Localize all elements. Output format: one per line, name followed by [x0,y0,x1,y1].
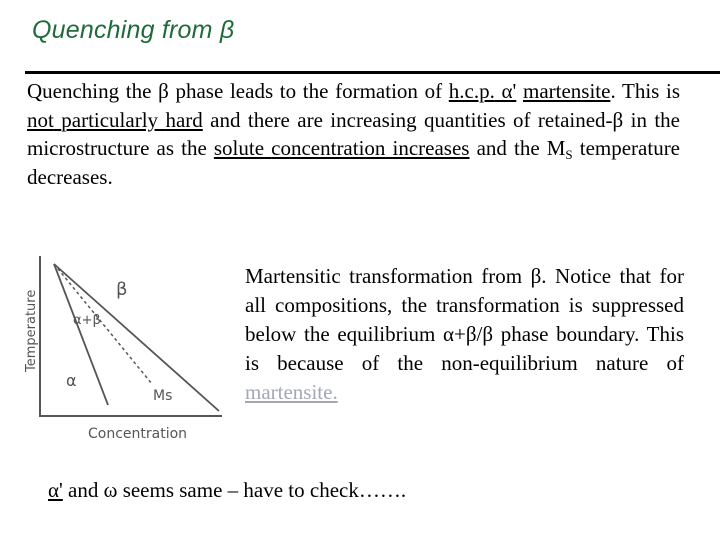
martensite-term: martensite [522,79,611,103]
beta-transus-line [54,264,219,411]
diagram-caption [245,262,684,407]
particularly-term: particularly [61,107,159,132]
concentration-term: concentration [271,136,386,161]
beta-phase-label: β [116,279,128,300]
alpha-prime-term: α' [501,79,517,103]
note-text: and ω seems same – have to check……. [62,478,407,502]
para-text-4: and the M [469,136,566,161]
caption-text: Martensitic transformation from β. Notice that for all compositions, the transformation is suppressed below the equilibrium α+β/β phase boundary. This is because of the non-equilibrium nature of [245,264,684,375]
y-axis-label: Temperature [24,289,39,372]
not-term: not [27,107,54,132]
ms-line [54,264,152,384]
space [495,79,502,103]
martensite-link[interactable]: martensite. [245,380,338,404]
x-axis-label: Concentration [88,426,188,442]
intro-paragraph [27,77,680,191]
increases-term: increases [392,136,470,161]
ms-subscript: S [565,147,573,163]
para-text-3: and there are increasing quantities of retained-β in the microstructure as the [27,107,681,161]
alpha-prime-note: α' [48,478,63,502]
alpha-boundary-line [54,264,108,405]
para-text-2: . This is [610,79,681,103]
phase-diagram [18,244,223,449]
hard-term: hard [165,107,203,132]
footnote [48,476,406,504]
para-text-1: Quenching the β phase leads to the formation of [27,79,449,103]
alpha-phase-label: α [66,371,77,390]
slide-title: Quenching from β [32,16,235,44]
space [385,136,392,160]
solute-term: solute [213,136,265,161]
alpha-beta-phase-label: α+β [73,313,101,328]
title-divider [25,71,720,74]
para-text-5: temperature decreases. [27,136,681,189]
space [516,79,523,103]
hcp-term: h.c.p. [448,79,495,103]
ms-label: Ms [153,388,173,404]
